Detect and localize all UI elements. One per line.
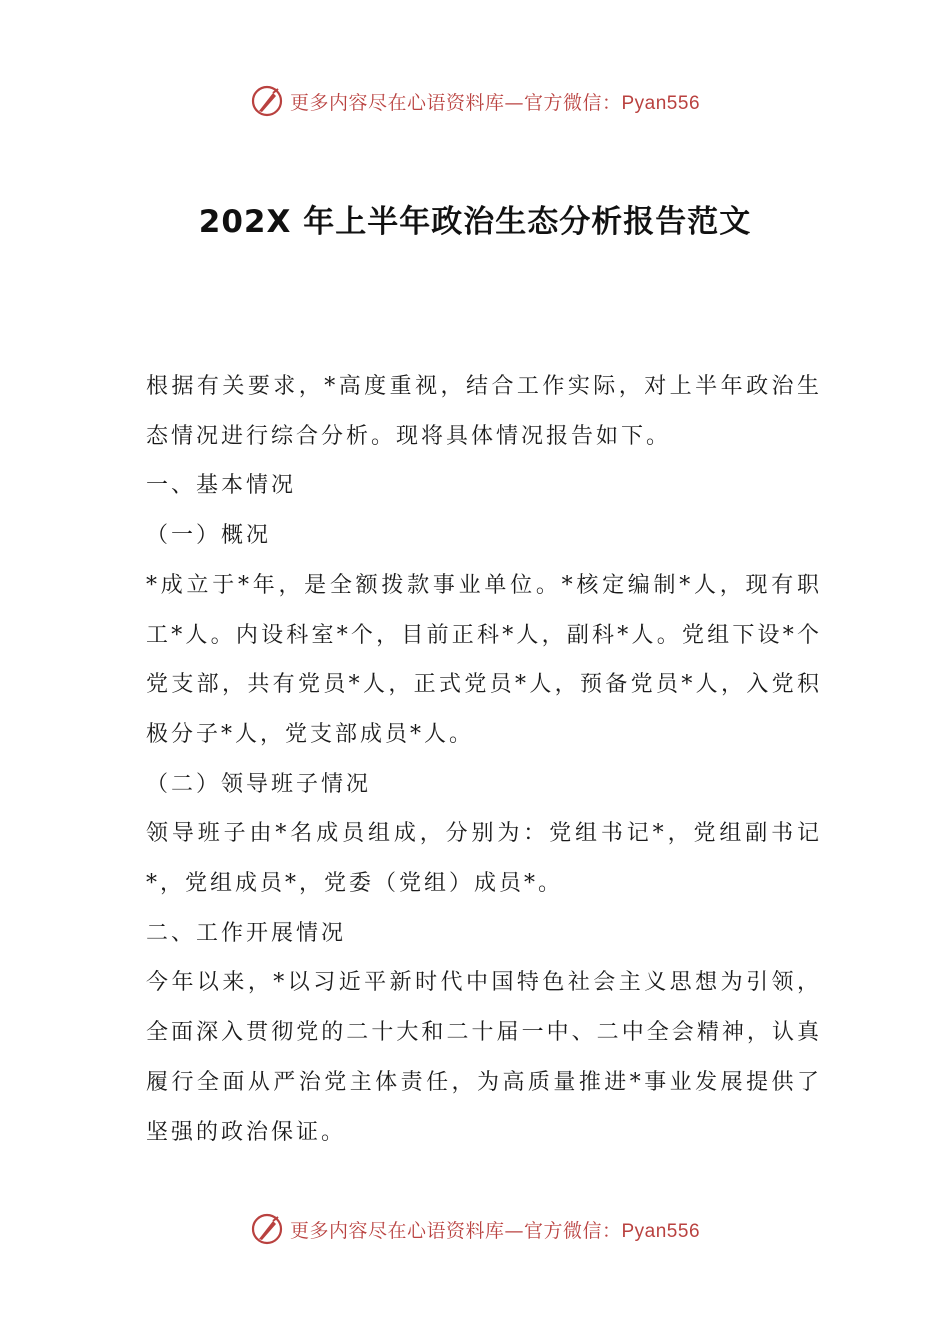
subheading-overview: （一）概况 [146,523,272,549]
subheading-leadership: （二）领导班子情况 [146,771,372,797]
heading-work-progress: 二、工作开展情况 [146,920,347,946]
header-watermark [0,84,950,118]
footer-watermark [0,1212,950,1246]
document-title: 202X 年上半年政治生态分析报告范文 [198,204,752,240]
paragraph-leadership: 领导班子由*名成员组成，分别为：党组书记*，党组副书记*，党组成员*，党委（党组）成员*。 [146,821,822,897]
banner-text: 更多内容尽在心语资料库—官方微信： [289,91,622,114]
quill-pen-icon [250,84,284,118]
banner-text: 更多内容尽在心语资料库—官方微信： [289,1219,622,1242]
paragraph-overview: *成立于*年，是全额拨款事业单位。*核定编制*人，现有职工*人。内设科室*个，目前正科*人，副科*人。党组下设*个党支部，共有党员*人，正式党员*人，预备党员*人，入党积极分子*人，党支部成员*人。 [146,572,822,747]
paragraph-intro: 根据有关要求，*高度重视，结合工作实际，对上半年政治生态情况进行综合分析。现将具体情况报告如下。 [146,374,822,449]
banner-wechat-id: Pyan556 [621,1220,701,1242]
heading-basic-situation: 一、基本情况 [146,473,297,499]
quill-pen-icon [250,1212,284,1246]
paragraph-work-progress: 今年以来，*以习近平新时代中国特色社会主义思想为引领，全面深入贯彻党的二十大和二十届一中、二中全会精神，认真履行全面从严治党主体责任，为高质量推进*事业发展提供了坚强的政治保证。 [146,970,822,1145]
document-body [146,362,822,1157]
banner-wechat-id: Pyan556 [621,92,701,114]
